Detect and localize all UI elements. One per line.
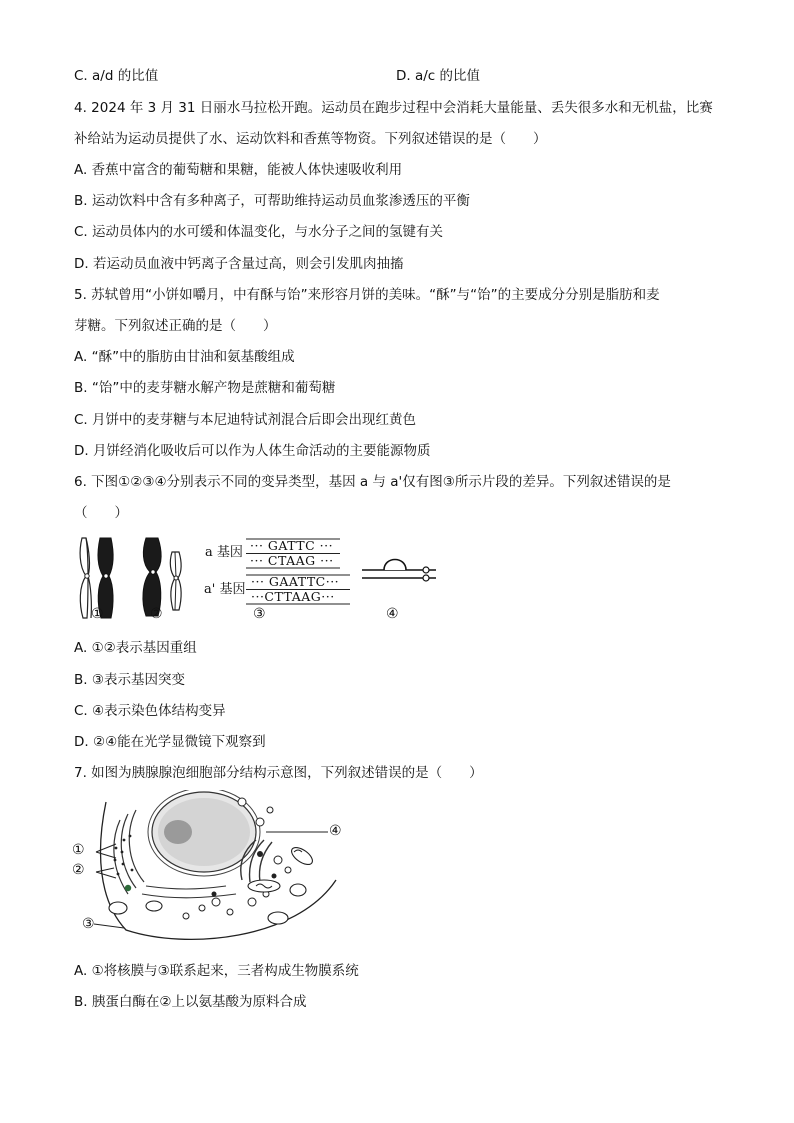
q6-chromosome-figure: [70, 530, 200, 630]
gene-a-prime-bottom-strand: ···CTTAAG···: [251, 589, 335, 604]
q6-label-2: ②: [150, 606, 163, 622]
q7-option-b: B. 胰蛋白酶在②上以氨基酸为原料合成: [74, 994, 307, 1010]
q6-label-4: ④: [386, 606, 399, 622]
q7-label-4: ④: [329, 823, 342, 839]
q5-option-a: A. “酥”中的脂肪由甘油和氨基酸组成: [74, 349, 295, 365]
gene-a-prime-strand-lines: [246, 574, 356, 606]
q5-stem-line2: 芽糖。下列叙述正确的是（ ）: [74, 318, 277, 334]
q6-label-3: ③: [253, 606, 266, 622]
q6-option-c: C. ④表示染色体结构变异: [74, 703, 226, 719]
q4-option-d: D. 若运动员血液中钙离子含量过高，则会引发肌肉抽搐: [74, 256, 404, 272]
q3-option-d: D. a/c 的比值: [396, 68, 481, 84]
q5-option-d: D. 月饼经消化吸收后可以作为人体生命活动的主要能源物质: [74, 443, 431, 459]
pancreatic-acinar-cell-diagram: [66, 790, 356, 948]
q5-option-b: B. “饴”中的麦芽糖水解产物是蔗糖和葡萄糖: [74, 380, 336, 396]
gene-a-prime-top-strand: ··· GAATTC···: [251, 574, 340, 589]
q4-stem-line2: 补给站为运动员提供了水、运动饮料和香蕉等物资。下列叙述错误的是（ ）: [74, 131, 547, 147]
gene-a-prime-label: a' 基因: [204, 582, 246, 597]
gene-a-bottom-strand: ··· CTAAG ···: [250, 553, 334, 568]
q6-option-b: B. ③表示基因突变: [74, 672, 185, 688]
q4-option-c: C. 运动员体内的水可缓和体温变化，与水分子之间的氢键有关: [74, 224, 444, 240]
q3-option-c: C. a/d 的比值: [74, 68, 159, 84]
q6-option-d: D. ②④能在光学显微镜下观察到: [74, 734, 266, 750]
q6-label-1: ①: [91, 606, 104, 622]
q4-stem-line1: 4. 2024 年 3 月 31 日丽水马拉松开跑。运动员在跑步过程中会消耗大量能量、丢失很多水和无机盐，比赛: [74, 100, 713, 116]
q7-stem: 7. 如图为胰腺腺泡细胞部分结构示意图，下列叙述错误的是（ ）: [74, 765, 483, 781]
q5-stem-line1: 5. 苏轼曾用“小饼如嚼月，中有酥与饴”来形容月饼的美味。“酥”与“饴”的主要成分分别是脂肪和麦: [74, 287, 660, 303]
q7-option-a: A. ①将核膜与③联系起来，三者构成生物膜系统: [74, 963, 359, 979]
gene-a-strand-lines: [246, 538, 346, 570]
q7-label-2: ②: [72, 862, 85, 878]
q4-option-b: B. 运动饮料中含有多种离子，可帮助维持运动员血浆渗透压的平衡: [74, 193, 470, 209]
gene-a-top-strand: ··· GATTC ···: [250, 538, 334, 553]
chromosome-pair-2: [143, 538, 181, 616]
gene-a-label: a 基因: [205, 545, 243, 560]
q6-stem-line1: 6. 下图①②③④分别表示不同的变异类型，基因 a 与 a'仅有图③所示片段的差异。下列叙述错误的是: [74, 474, 671, 490]
q7-label-3: ③: [82, 916, 95, 932]
q6-option-a: A. ①②表示基因重组: [74, 640, 197, 656]
q5-option-c: C. 月饼中的麦芽糖与本尼迪特试剂混合后即会出现红黄色: [74, 412, 417, 428]
q4-option-a: A. 香蕉中富含的葡萄糖和果糖，能被人体快速吸收利用: [74, 162, 403, 178]
q6-stem-line2: （ ）: [74, 505, 128, 521]
chromosome-loop-figure: [360, 552, 440, 592]
q7-label-1: ①: [72, 842, 85, 858]
